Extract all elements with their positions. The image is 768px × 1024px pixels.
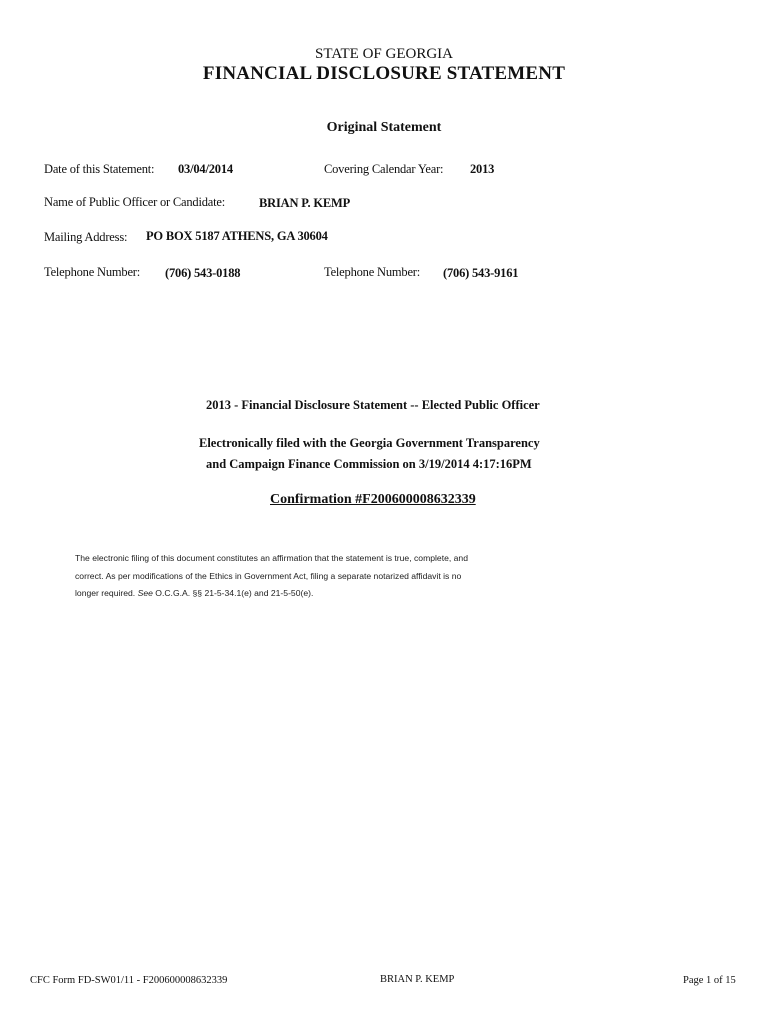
- phone1-value: (706) 543-0188: [165, 266, 241, 280]
- affirmation-see: See: [137, 588, 153, 598]
- footer-name: BRIAN P. KEMP: [380, 974, 455, 985]
- statement-subtitle: Original Statement: [326, 120, 442, 135]
- document-title: FINANCIAL DISCLOSURE STATEMENT: [202, 63, 566, 84]
- affirmation-line-2: correct. As per modifications of the Ethics in Government Act, filing a separate notarized affidavit is no: [75, 571, 462, 581]
- state-heading: STATE OF GEORGIA: [315, 46, 453, 62]
- affirmation-line-3: [75, 588, 313, 598]
- filed-line-1: Electronically filed with the Georgia Government Transparency: [199, 436, 540, 450]
- date-label: Date of this Statement:: [44, 162, 155, 176]
- address-value: PO BOX 5187 ATHENS, GA 30604: [146, 229, 328, 243]
- name-label: Name of Public Officer or Candidate:: [44, 195, 226, 209]
- confirmation-number: Confirmation #F200600008632339: [270, 492, 476, 507]
- year-label: Covering Calendar Year:: [324, 162, 444, 176]
- affirmation-line-3-post: O.C.G.A. §§ 21-5-34.1(e) and 21-5-50(e).: [152, 588, 314, 598]
- footer-form-id: CFC Form FD-SW01/11 - F200600008632339: [30, 975, 228, 986]
- statement-type: 2013 - Financial Disclosure Statement -- Elected Public Officer: [206, 398, 540, 412]
- date-value: 03/04/2014: [178, 162, 233, 176]
- phone2-value: (706) 543-9161: [443, 266, 519, 280]
- affirmation-line-1: The electronic filing of this document constitutes an affirmation that the statement is true, complete, and: [75, 553, 468, 563]
- footer-page-number: Page 1 of 15: [683, 975, 736, 986]
- address-label: Mailing Address:: [44, 230, 128, 244]
- affirmation-line-3-pre: longer required.: [75, 588, 138, 598]
- year-value: 2013: [470, 162, 495, 176]
- phone2-label: Telephone Number:: [324, 265, 421, 279]
- phone1-label: Telephone Number:: [44, 265, 141, 279]
- name-value: BRIAN P. KEMP: [259, 196, 351, 210]
- filed-line-2: and Campaign Finance Commission on 3/19/2014 4:17:16PM: [206, 457, 532, 471]
